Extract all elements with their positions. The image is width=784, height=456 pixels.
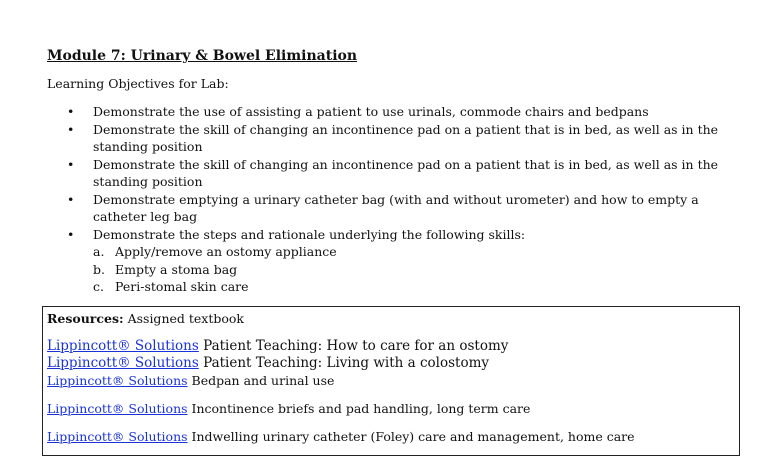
sub-skill-letter: c. [93,279,104,294]
lippincott-link[interactable]: Lippincott® Solutions [47,338,199,354]
objective-text: Demonstrate the skill of changing an incontinence pad on a patient that is in bed, as well as in the standing position [93,121,719,154]
sub-skill-item [93,261,743,279]
list-item [67,191,743,226]
bullet-icon: • [67,104,75,119]
objective-text: Demonstrate the steps and rationale underlying the following skills: [93,226,526,242]
resource-item [47,428,635,446]
sub-skill-item [93,278,743,296]
sub-skill-letter: a. [93,244,105,259]
objectives-list [67,103,743,296]
resource-text: Incontinence briefs and pad handling, long term care [187,401,531,416]
resources-heading-text: Assigned textbook [123,311,244,326]
lippincott-link[interactable]: Lippincott® Solutions [47,429,188,444]
page-title: Module 7: Urinary & Bowel Elimination [47,48,358,64]
resource-text: Patient Teaching: How to care for an ostomy [198,338,509,354]
resources-heading [47,310,244,328]
resource-item [47,354,489,372]
resources-box [42,306,740,456]
resource-text: Bedpan and urinal use [187,373,335,388]
objective-text: Demonstrate the skill of changing an incontinence pad on a patient that is in bed, as well as in the standing position [93,156,719,189]
bullet-icon: • [67,156,75,172]
sub-skill-text: Apply/remove an ostomy appliance [115,244,337,259]
resource-item [47,400,530,418]
lippincott-link[interactable]: Lippincott® Solutions [47,373,188,388]
lippincott-link[interactable]: Lippincott® Solutions [47,355,199,371]
sub-skill-text: Peri-stomal skin care [115,279,249,294]
list-item [67,103,743,121]
resource-text: Patient Teaching: Living with a colostomy [198,355,490,371]
resource-text: Indwelling urinary catheter (Foley) care and management, home care [187,429,635,444]
resources-label: Resources: [47,311,124,326]
resource-item [47,372,334,390]
list-item [67,226,743,296]
bullet-icon: • [67,121,75,137]
list-item [67,121,743,156]
lippincott-link[interactable]: Lippincott® Solutions [47,401,188,416]
sub-skill-letter: b. [93,261,105,277]
objective-text: Demonstrate the use of assisting a patient to use urinals, commode chairs and bedpans [93,104,649,119]
bullet-icon: • [67,191,75,207]
objectives-intro: Learning Objectives for Lab: [47,76,229,91]
sub-skill-text: Empty a stoma bag [115,261,238,277]
resource-item [47,337,508,355]
objective-text: Demonstrate emptying a urinary catheter bag (with and without urometer) and how to empty a catheter leg bag [93,191,699,224]
sub-skill-item [93,243,743,261]
list-item [67,156,743,191]
bullet-icon: • [67,226,75,242]
sub-skills-list [93,243,743,296]
